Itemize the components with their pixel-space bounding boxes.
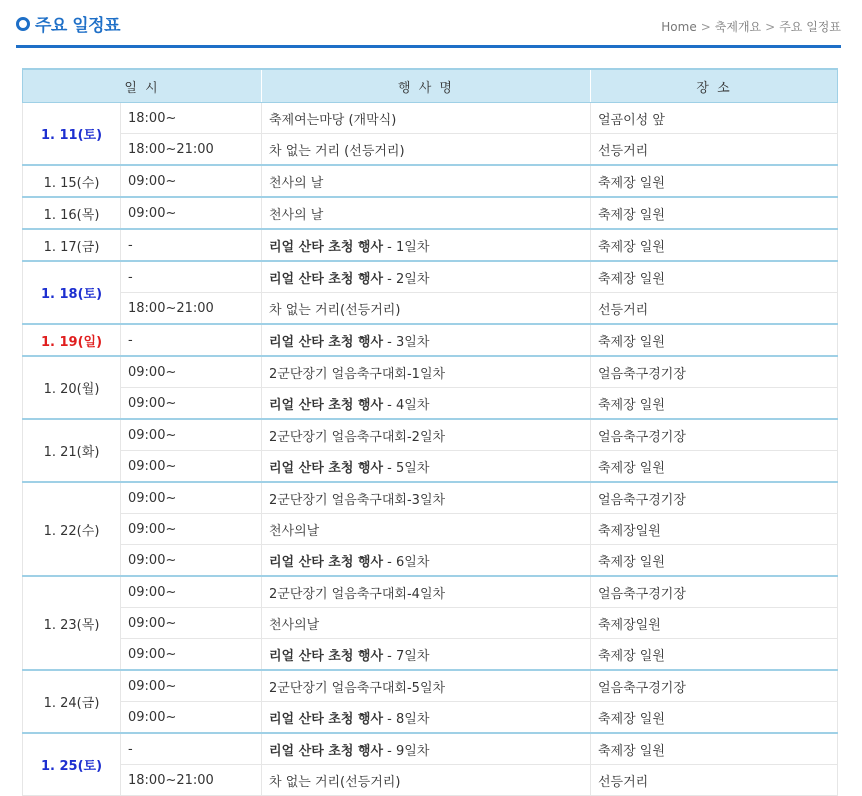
schedule-table — [22, 68, 838, 796]
table-row — [23, 324, 838, 356]
event-cell — [262, 733, 591, 765]
event-text: 2군단장기 얼음축구대회-4일차 — [269, 586, 446, 602]
table-row — [23, 733, 838, 765]
breadcrumb-current[interactable]: 주요 일정표 — [779, 20, 841, 34]
event-text: - 6일차 — [383, 554, 430, 570]
date-cell: 1. 15(수) — [23, 165, 121, 197]
event-cell — [262, 482, 591, 514]
time-cell: 09:00~ — [121, 514, 262, 545]
table-row — [23, 765, 838, 796]
event-text: - 3일차 — [383, 334, 430, 350]
event-cell — [262, 451, 591, 483]
table-row — [23, 545, 838, 577]
breadcrumb-festival-overview[interactable]: 축제개요 — [714, 20, 762, 34]
time-cell: 18:00~21:00 — [121, 293, 262, 325]
place-cell: 축제장 일원 — [591, 451, 838, 483]
place-cell: 선등거리 — [591, 765, 838, 796]
event-text: - 9일차 — [383, 743, 430, 759]
time-cell: 09:00~ — [121, 702, 262, 734]
table-row — [23, 261, 838, 293]
event-cell — [262, 670, 591, 702]
event-title-bold: 리얼 산타 초청 행사 — [269, 743, 384, 759]
event-cell — [262, 765, 591, 796]
time-cell: 09:00~ — [121, 608, 262, 639]
event-text: - 2일차 — [383, 271, 430, 287]
place-cell: 얼곰이성 앞 — [591, 103, 838, 134]
event-text: 천사의 날 — [269, 175, 324, 191]
event-cell — [262, 293, 591, 325]
event-text: 천사의날 — [269, 617, 320, 633]
event-text: 2군단장기 얼음축구대회-1일차 — [269, 366, 446, 382]
event-cell — [262, 388, 591, 420]
event-text: 2군단장기 얼음축구대회-3일차 — [269, 492, 446, 508]
event-text: - 7일차 — [383, 648, 430, 664]
event-text: 2군단장기 얼음축구대회-2일차 — [269, 429, 446, 445]
table-row — [23, 356, 838, 388]
breadcrumb — [661, 18, 841, 35]
place-cell: 축제장 일원 — [591, 545, 838, 577]
place-cell: 선등거리 — [591, 134, 838, 166]
date-cell: 1. 19(일) — [23, 324, 121, 356]
place-cell: 축제장 일원 — [591, 229, 838, 261]
table-row — [23, 482, 838, 514]
event-cell — [262, 103, 591, 134]
schedule-body — [23, 103, 838, 796]
table-row — [23, 576, 838, 608]
table-row — [23, 451, 838, 483]
page-title: 주요 일정표 — [35, 16, 121, 36]
table-row — [23, 702, 838, 734]
header-event-name: 행 사 명 — [262, 69, 591, 103]
header-datetime: 일 시 — [23, 69, 262, 103]
table-header-row — [23, 69, 838, 103]
event-text: 축제여는마당 (개막식) — [269, 112, 397, 128]
event-title-bold: 리얼 산타 초청 행사 — [269, 239, 384, 255]
time-cell: 18:00~ — [121, 103, 262, 134]
place-cell: 축제장일원 — [591, 514, 838, 545]
event-title-bold: 리얼 산타 초청 행사 — [269, 711, 384, 727]
place-cell: 얼음축구경기장 — [591, 576, 838, 608]
event-cell — [262, 419, 591, 451]
event-title-bold: 리얼 산타 초청 행사 — [269, 648, 384, 664]
date-cell: 1. 20(월) — [23, 356, 121, 419]
event-cell — [262, 197, 591, 229]
event-title-bold: 리얼 산타 초청 행사 — [269, 460, 384, 476]
table-row — [23, 197, 838, 229]
time-cell: - — [121, 733, 262, 765]
place-cell: 얼음축구경기장 — [591, 419, 838, 451]
table-row — [23, 134, 838, 166]
place-cell: 축제장 일원 — [591, 702, 838, 734]
date-cell: 1. 23(목) — [23, 576, 121, 670]
date-cell: 1. 11(토) — [23, 103, 121, 166]
place-cell: 축제장 일원 — [591, 261, 838, 293]
date-cell: 1. 21(화) — [23, 419, 121, 482]
time-cell: 09:00~ — [121, 451, 262, 483]
table-row — [23, 514, 838, 545]
date-cell: 1. 18(토) — [23, 261, 121, 324]
event-text: - 1일차 — [383, 239, 430, 255]
event-text: 차 없는 거리 (선등거리) — [269, 143, 405, 159]
event-title-bold: 리얼 산타 초청 행사 — [269, 397, 384, 413]
place-cell: 얼음축구경기장 — [591, 356, 838, 388]
breadcrumb-separator: > — [765, 19, 776, 34]
date-cell: 1. 25(토) — [23, 733, 121, 796]
time-cell: 09:00~ — [121, 576, 262, 608]
place-cell: 축제장일원 — [591, 608, 838, 639]
table-row — [23, 165, 838, 197]
event-cell — [262, 261, 591, 293]
place-cell: 축제장 일원 — [591, 165, 838, 197]
place-cell: 축제장 일원 — [591, 197, 838, 229]
event-cell — [262, 324, 591, 356]
place-cell: 축제장 일원 — [591, 639, 838, 671]
event-cell — [262, 608, 591, 639]
date-cell: 1. 16(목) — [23, 197, 121, 229]
time-cell: 09:00~ — [121, 670, 262, 702]
event-text: 천사의날 — [269, 523, 320, 539]
table-row — [23, 103, 838, 134]
time-cell: 18:00~21:00 — [121, 765, 262, 796]
event-cell — [262, 134, 591, 166]
event-text: 2군단장기 얼음축구대회-5일차 — [269, 680, 446, 696]
event-text: 차 없는 거리(선등거리) — [269, 302, 401, 318]
time-cell: 09:00~ — [121, 197, 262, 229]
event-cell — [262, 545, 591, 577]
place-cell: 축제장 일원 — [591, 388, 838, 420]
table-row — [23, 229, 838, 261]
place-cell: 얼음축구경기장 — [591, 482, 838, 514]
event-text: 천사의 날 — [269, 207, 324, 223]
time-cell: 09:00~ — [121, 482, 262, 514]
place-cell: 선등거리 — [591, 293, 838, 325]
time-cell: 09:00~ — [121, 545, 262, 577]
time-cell: 09:00~ — [121, 388, 262, 420]
place-cell: 얼음축구경기장 — [591, 670, 838, 702]
time-cell: 09:00~ — [121, 356, 262, 388]
table-row — [23, 608, 838, 639]
time-cell: 09:00~ — [121, 165, 262, 197]
date-cell: 1. 17(금) — [23, 229, 121, 261]
time-cell: - — [121, 229, 262, 261]
breadcrumb-separator: > — [700, 19, 711, 34]
event-title-bold: 리얼 산타 초청 행사 — [269, 334, 384, 350]
event-title-bold: 리얼 산타 초청 행사 — [269, 554, 384, 570]
time-cell: 09:00~ — [121, 639, 262, 671]
event-text: - 4일차 — [383, 397, 430, 413]
event-cell — [262, 576, 591, 608]
time-cell: - — [121, 324, 262, 356]
time-cell: 09:00~ — [121, 419, 262, 451]
place-cell: 축제장 일원 — [591, 733, 838, 765]
event-text: 차 없는 거리(선등거리) — [269, 774, 401, 790]
header-place: 장 소 — [591, 69, 838, 103]
circle-bullet-icon — [16, 17, 30, 31]
place-cell: 축제장 일원 — [591, 324, 838, 356]
event-cell — [262, 702, 591, 734]
table-row — [23, 639, 838, 671]
title-wrap — [16, 11, 120, 36]
header-divider — [16, 45, 841, 48]
table-row — [23, 388, 838, 420]
event-text: - 8일차 — [383, 711, 430, 727]
table-row — [23, 670, 838, 702]
event-cell — [262, 639, 591, 671]
breadcrumb-home[interactable]: Home — [661, 19, 697, 34]
schedule-table-wrap — [22, 68, 837, 790]
event-title-bold: 리얼 산타 초청 행사 — [269, 271, 384, 287]
time-cell: - — [121, 261, 262, 293]
event-cell — [262, 229, 591, 261]
page-header — [16, 0, 841, 44]
date-cell: 1. 22(수) — [23, 482, 121, 576]
event-cell — [262, 356, 591, 388]
event-cell — [262, 165, 591, 197]
table-row — [23, 293, 838, 325]
date-cell: 1. 24(금) — [23, 670, 121, 733]
time-cell: 18:00~21:00 — [121, 134, 262, 166]
event-text: - 5일차 — [383, 460, 430, 476]
table-row — [23, 419, 838, 451]
event-cell — [262, 514, 591, 545]
